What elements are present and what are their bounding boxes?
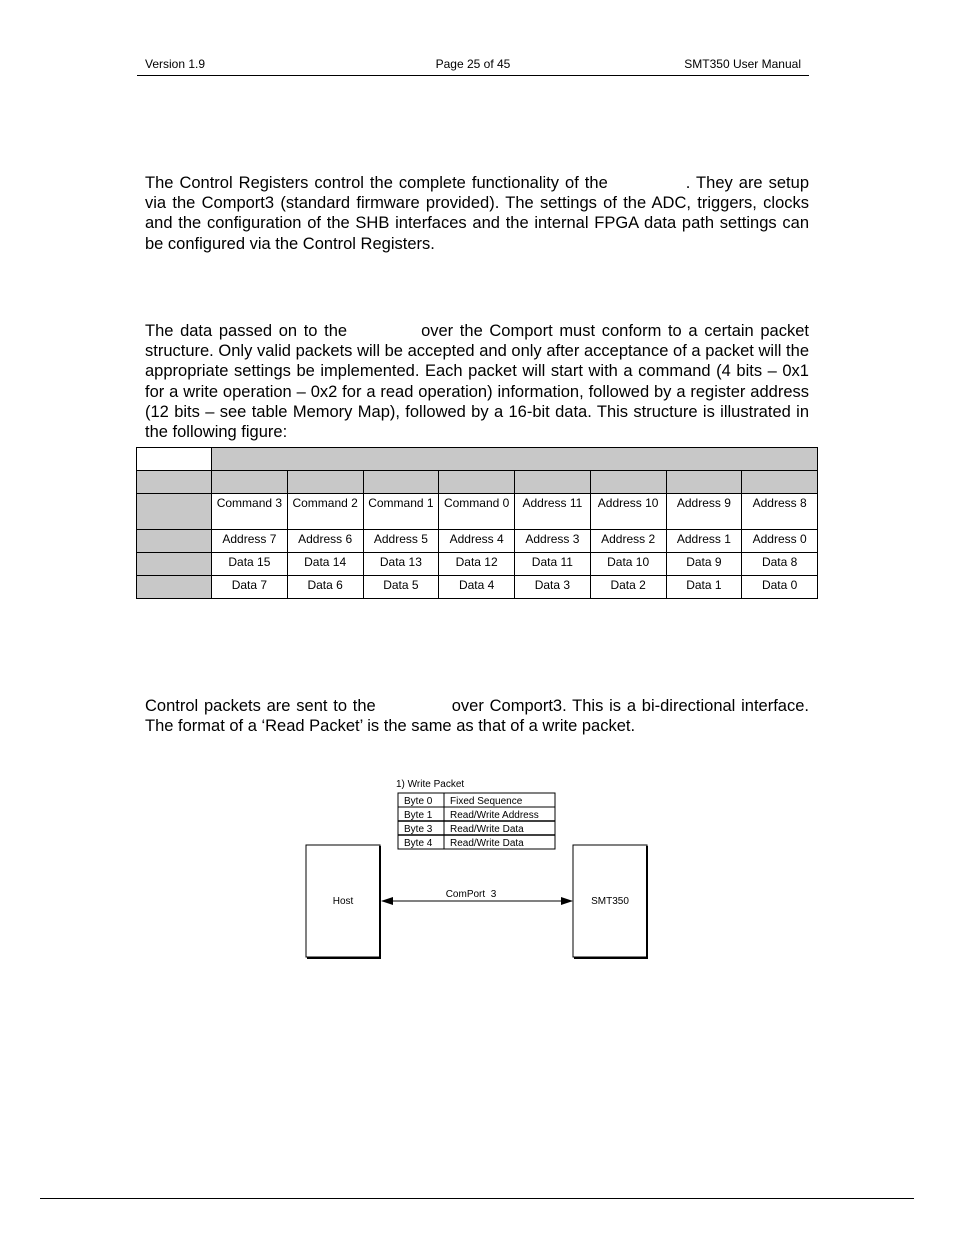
table-title-cell: [212, 448, 818, 471]
table-corner-cell: [137, 448, 212, 471]
row-label-cell: [137, 576, 212, 599]
table-cell: Command 2: [287, 494, 363, 530]
table-cell: Data 1: [666, 576, 742, 599]
table-bit-row: [137, 471, 818, 494]
comport-label: ComPort 3: [445, 889, 497, 900]
table-cell: Command 3: [212, 494, 288, 530]
table-row: [137, 494, 818, 530]
table-cell: Address 3: [515, 530, 591, 553]
row-label-cell: [137, 530, 212, 553]
table-cell: Data 2: [590, 576, 666, 599]
smt350-box: [573, 845, 648, 958]
table-cell: Data 13: [363, 553, 439, 576]
paragraph-control-registers: The Control Registers control the complete functionality of the . They are setup via the Comport3 (standard firmware provided). The settings of the ADC, triggers, clocks and the configuration of the SHB interfaces and the internal FPGA data path settings can be configured via the Control Registers.: [145, 174, 809, 253]
table-cell: Address 5: [363, 530, 439, 553]
table-cell: Data 14: [287, 553, 363, 576]
table-cell: Command 0: [439, 494, 515, 530]
table-cell: Data 10: [590, 553, 666, 576]
table-row: [137, 576, 818, 599]
write-packet-title: 1) Write Packet: [396, 779, 465, 790]
table-cell: Address 4: [439, 530, 515, 553]
packet-byte-desc: Fixed Sequence: [450, 796, 523, 807]
table-cell: Data 11: [515, 553, 591, 576]
table-cell: Data 9: [666, 553, 742, 576]
packet-byte-desc: Read/Write Data: [450, 824, 524, 835]
packet-byte-desc: Read/Write Data: [450, 838, 524, 849]
table-cell: Data 15: [212, 553, 288, 576]
table-cell: Address 8: [742, 494, 818, 530]
packet-byte-desc: Read/Write Address: [450, 810, 539, 821]
host-label: Host: [332, 896, 354, 907]
table-row: [137, 553, 818, 576]
table-cell: Data 6: [287, 576, 363, 599]
host-box: [306, 845, 381, 958]
page-header: [137, 57, 809, 76]
table-cell: Data 4: [439, 576, 515, 599]
write-packet-table: [398, 793, 555, 849]
table-cell: Data 7: [212, 576, 288, 599]
header-version: Version 1.9: [145, 57, 206, 71]
table-header-row: [137, 448, 818, 471]
table-cell: Data 5: [363, 576, 439, 599]
smt350-label: SMT350: [591, 896, 629, 907]
table-cell: Address 11: [515, 494, 591, 530]
table-cell: Address 1: [666, 530, 742, 553]
footer-divider: [40, 1198, 914, 1199]
table-cell: Address 9: [666, 494, 742, 530]
table-cell: Data 0: [742, 576, 818, 599]
table-cell: Address 6: [287, 530, 363, 553]
table-row: [137, 530, 818, 553]
table-cell: Address 0: [742, 530, 818, 553]
table-cell: Data 8: [742, 553, 818, 576]
paragraph-control-packets: Control packets are sent to the over Comport3. This is a bi-directional interface. The format of a ‘Read Packet’ is the same as that of a write packet.: [145, 697, 809, 736]
row-label-cell: [137, 553, 212, 576]
table-cell: Address 2: [590, 530, 666, 553]
table-cell: Data 12: [439, 553, 515, 576]
packet-byte-label: Byte 3: [404, 824, 433, 835]
table-cell: Data 3: [515, 576, 591, 599]
table-cell: Address 10: [590, 494, 666, 530]
comport-diagram: [300, 775, 660, 965]
header-page-number: Page 25 of 45: [435, 57, 511, 71]
packet-byte-label: Byte 4: [404, 838, 433, 849]
table-cell: Address 7: [212, 530, 288, 553]
packet-byte-label: Byte 1: [404, 810, 433, 821]
header-manual-title: SMT350 User Manual: [684, 57, 801, 71]
packet-byte-label: Byte 0: [404, 796, 433, 807]
table-cell: Command 1: [363, 494, 439, 530]
row-label-cell: [137, 494, 212, 530]
packet-structure-table: [136, 447, 818, 599]
paragraph-packet-structure: The data passed on to the over the Comport must conform to a certain packet structure. Only valid packets will be accepted and only after acceptance of a packet will the appropriate settings be implemented. Each packet will start with a command (4 bits – 0x1 for a write operation – 0x2 for a read operation) information, followed by a register address (12 bits – see table Memory Map), followed by a 16-bit data. This structure is illustrated in the following figure:: [145, 322, 809, 442]
